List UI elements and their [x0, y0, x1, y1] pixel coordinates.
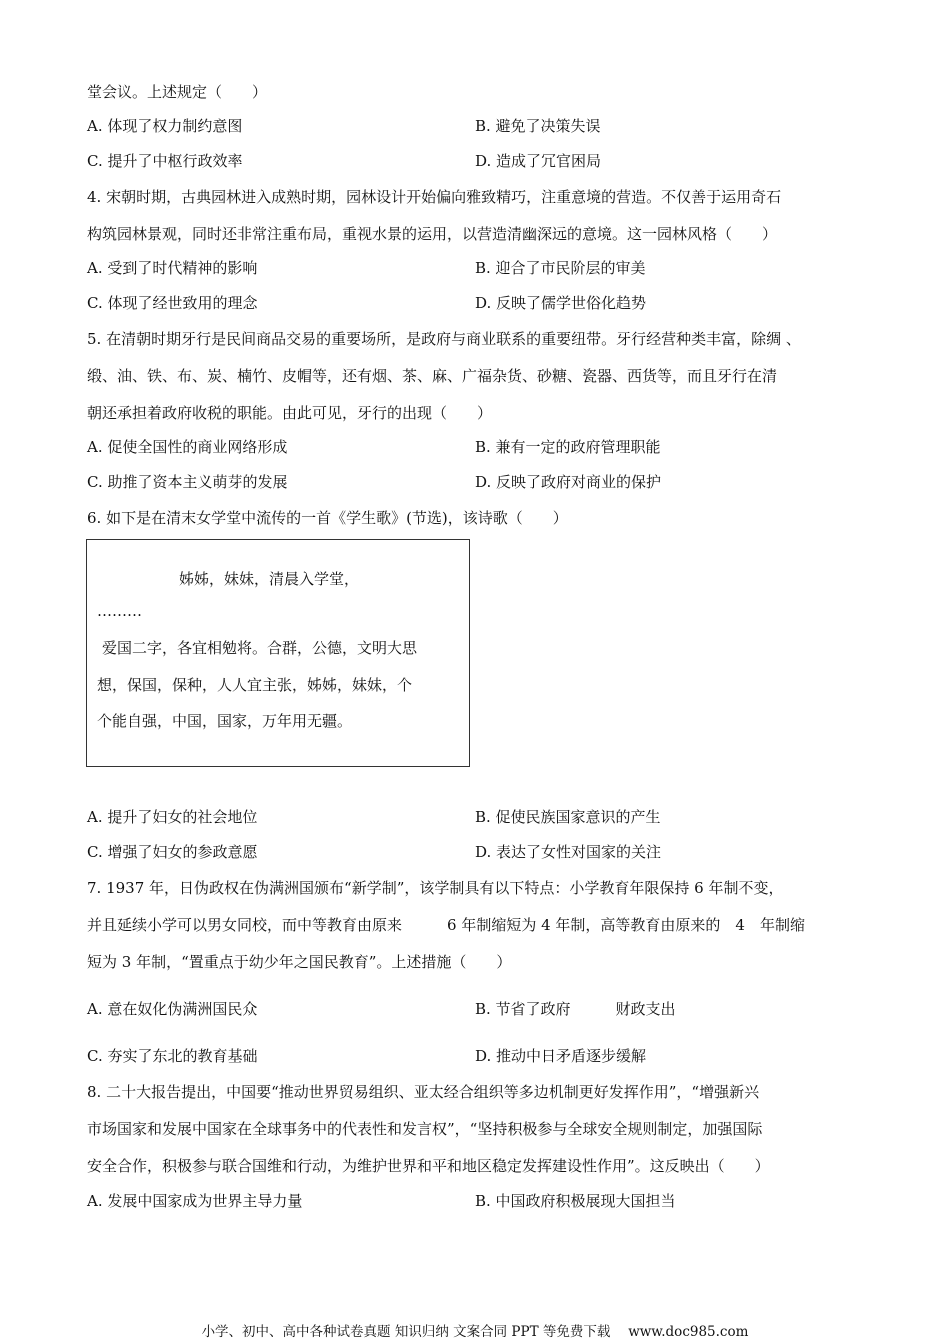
q6-option-c: C. 增强了妇女的参政意愿	[87, 843, 258, 861]
q7-option-d: D. 推动中日矛盾逐步缓解	[475, 1047, 647, 1065]
q6-poem-line-2: 爱国二字，各宜相勉将。合群，公德，文明大思	[102, 639, 418, 657]
q5-stem-line-1: 5. 在清朝时期牙行是民间商品交易的重要场所，是政府与商业联系的重要纽带。牙行经营种类丰富，除绸 、	[87, 330, 801, 348]
q6-poem-line-1: 姊姊，妹妹，清晨入学堂，	[179, 570, 360, 588]
q6-poem-line-3: 想，保国，保种，人人宜主张，姊姊，妹妹，个	[97, 676, 413, 694]
q8-option-a: A. 发展中国家成为世界主导力量	[87, 1192, 303, 1210]
page-footer: 小学、初中、高中各种试卷真题 知识归纳 文案合同 PPT 等免费下载 www.doc985.com	[201, 1324, 749, 1340]
q3-option-c: C. 提升了中枢行政效率	[87, 152, 243, 170]
q7-stem-line-1: 7. 1937 年，日伪政权在伪满洲国颁布“新学制”，该学制具有以下特点：小学教育年限保持 6 年制不变，	[87, 879, 784, 897]
q4-option-a: A. 受到了时代精神的影响	[87, 259, 258, 277]
q5-option-b: B. 兼有一定的政府管理职能	[475, 438, 661, 456]
q4-stem-line-2: 构筑园林景观，同时还非常注重布局，重视水景的运用，以营造清幽深远的意境。这一园林风格（ ）	[87, 225, 778, 243]
q7-option-a: A. 意在奴化伪满洲国民众	[87, 1000, 258, 1018]
q4-option-d: D. 反映了儒学世俗化趋势	[475, 294, 647, 312]
q8-stem-line-1: 8. 二十大报告提出，中国要“推动世界贸易组织、亚太经合组织等多边机制更好发挥作用”，“增强新兴	[87, 1083, 760, 1101]
q5-option-c: C. 助推了资本主义萌芽的发展	[87, 473, 288, 491]
q7-stem-line-2: 并且延续小学可以男女同校，而中等教育由原来 6 年制缩短为 4 年制，高等教育由原来的 4 年制缩	[87, 916, 805, 934]
q8-stem-line-2: 市场国家和发展中国家在全球事务中的代表性和发言权”，“坚持积极参与全球安全规则制定，加强国际	[87, 1120, 763, 1138]
q6-poem-line-4: 个能自强，中国，国家，万年用无疆。	[97, 712, 353, 730]
q5-stem-line-2: 缎、油、铁、布、炭、楠竹、皮帽等，还有烟、茶、麻、广福杂货、砂糖、瓷器、西货等，而且牙行在清	[87, 367, 778, 385]
q6-option-b: B. 促使民族国家意识的产生	[475, 808, 661, 826]
q6-option-d: D. 表达了女性对国家的关注	[475, 843, 662, 861]
q6-stem: 6. 如下是在清末女学堂中流传的一首《学生歌》(节选)，该诗歌（ ）	[87, 509, 568, 527]
q4-stem-line-1: 4. 宋朝时期，古典园林进入成熟时期，园林设计开始偏向雅致精巧，注重意境的营造。不仅善于运用奇石	[87, 188, 782, 206]
q7-option-b: B. 节省了政府 财政支出	[475, 1000, 676, 1018]
q4-option-c: C. 体现了经世致用的理念	[87, 294, 258, 312]
q4-option-b: B. 迎合了市民阶层的审美	[475, 259, 646, 277]
q3-option-b: B. 避免了决策失误	[475, 117, 601, 135]
q3-option-d: D. 造成了冗官困局	[475, 152, 602, 170]
q3-option-a: A. 体现了权力制约意图	[87, 117, 243, 135]
q5-option-d: D. 反映了政府对商业的保护	[475, 473, 662, 491]
q6-poem-ellipsis: ………	[97, 602, 142, 620]
q7-option-c: C. 夯实了东北的教育基础	[87, 1047, 258, 1065]
q6-option-a: A. 提升了妇女的社会地位	[87, 808, 258, 826]
q8-option-b: B. 中国政府积极展现大国担当	[475, 1192, 676, 1210]
q6-poem-box	[86, 539, 470, 767]
q5-option-a: A. 促使全国性的商业网络形成	[87, 438, 288, 456]
q8-stem-line-3: 安全合作，积极参与联合国维和行动，为维护世界和平和地区稳定发挥建设性作用”。这反映出（ ）	[87, 1157, 770, 1175]
q7-stem-line-3: 短为 3 年制，“置重点于幼少年之国民教育”。上述措施（ ）	[87, 953, 512, 971]
q5-stem-line-3: 朝还承担着政府收税的职能。由此可见，牙行的出现（ ）	[87, 404, 493, 422]
q3-stem-tail: 堂会议。上述规定（ ）	[87, 83, 268, 101]
